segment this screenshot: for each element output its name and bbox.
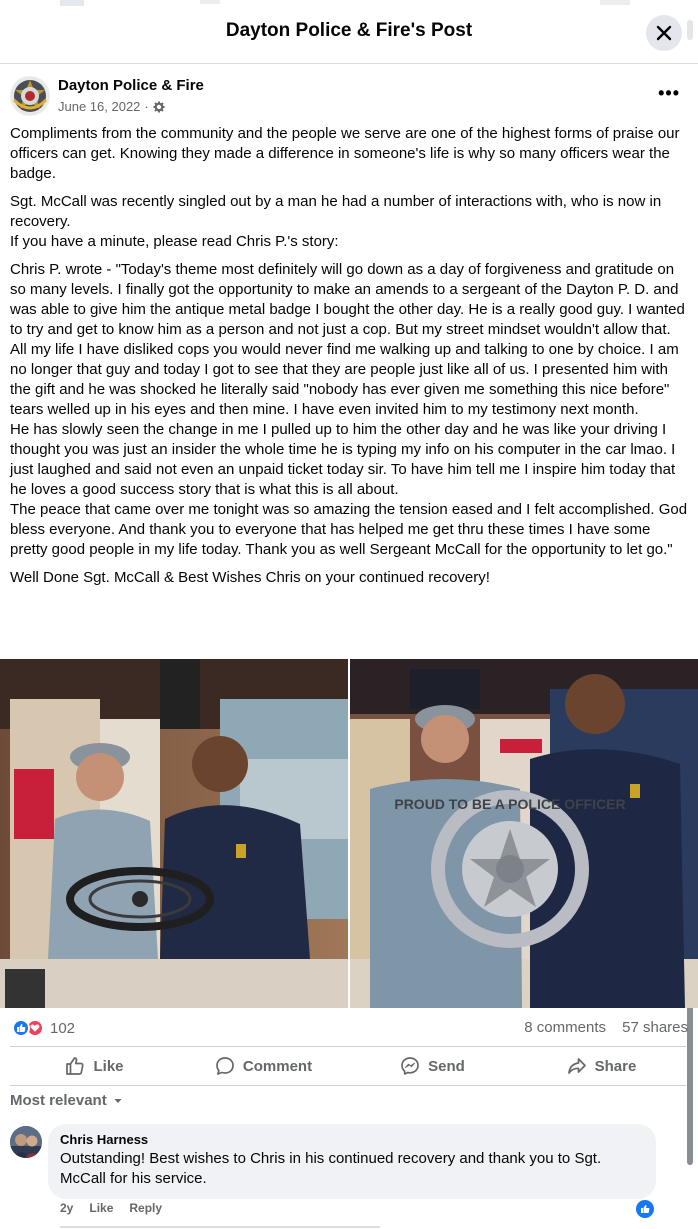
post-paragraph: Chris P. wrote - "Today's theme most definitely will go down as a day of forgiveness and gratitude on so many levels. I finally got the opportunity to make an amends to a sergeant of the Dayton P. D. and was able to give him the antique metal badge I bought the other day. He is a really good guy. I wanted to try and get to know him as a person and not just a cop. But my street mindset wouldn't allow that. All my life I have disliked cops you would never find me walking up and talking to one by choice. I am no longer that guy and today I got to see that they are people just like all of us. I presented him with the gift and he was shocked he literally said "nobody has ever given me something this nice before" tears welled up in his eyes and then mine. I have even invited him to my testimony next month. He has slowly seen the change in me I pulled up to him the other day and he was like your driving I thought you was just an insider the whole time he is typing my info on his computer in the car lmao. I just laughed and said not even an unpaid ticket today sir. To have him tell me I inspire him today that he loves a good success story that is what this is all about. The peace that came over me tonight was so amazing the tension eased and I felt accomplished. God bless everyone. And thank you to everyone that has helped me get thru these times I have some pretty good people in my life today. Thank you as well Sergeant McCall for the opportunity to let go.": [10, 261, 688, 558]
close-button[interactable]: [646, 15, 682, 51]
comment-bubble-icon: [215, 1056, 235, 1076]
divider: [60, 1226, 380, 1228]
messenger-icon: [400, 1056, 420, 1076]
post-action-bar: [10, 1046, 686, 1086]
post-meta: [58, 99, 165, 114]
post-paragraph: Compliments from the community and the people we serve are one of the highest forms of praise our officers can get. Knowing they made a difference in someone's life is why so many officers wear the badge.: [10, 125, 680, 182]
comment-author[interactable]: Chris Harness: [60, 1132, 149, 1147]
comment-like-button[interactable]: Like: [89, 1201, 114, 1215]
comment-actions: [60, 1201, 162, 1215]
photo-officer-and-man-holding-badge: [350, 659, 698, 1008]
send-label: Send: [428, 1057, 465, 1075]
like-label: Like: [93, 1057, 124, 1075]
send-button[interactable]: [348, 1056, 517, 1076]
comment-like-reaction-icon[interactable]: [636, 1200, 654, 1218]
scrollbar-top: [687, 20, 693, 40]
share-button[interactable]: [517, 1056, 686, 1076]
like-button[interactable]: [10, 1056, 179, 1076]
photo-left[interactable]: [0, 659, 348, 1008]
comment-button[interactable]: [179, 1056, 348, 1076]
page-name-link[interactable]: Dayton Police & Fire: [58, 77, 204, 94]
dialog-header: [0, 0, 698, 64]
comment-age[interactable]: 2y: [60, 1201, 74, 1215]
page-avatar[interactable]: [10, 76, 50, 116]
reactions-summary[interactable]: [12, 1019, 75, 1037]
post-paragraph: Well Done Sgt. McCall & Best Wishes Chris on your continued recovery!: [10, 569, 490, 586]
police-fire-badge-logo: [10, 76, 50, 116]
meta-separator: ·: [144, 99, 149, 114]
comments-count-link[interactable]: 8 comments: [524, 1019, 606, 1036]
post-header: [10, 75, 690, 119]
photo-officer-and-man-with-badge: [0, 659, 348, 1008]
comment-bubble: [48, 1124, 656, 1199]
commenter-photo: [10, 1126, 42, 1158]
comment-reply-button[interactable]: Reply: [129, 1201, 163, 1215]
badge-text: PROUD TO BE A POLICE OFFICER: [394, 796, 626, 812]
comment-text: Outstanding! Best wishes to Chris in his continued recovery and thank you to Sgt. McCall for his service.: [60, 1150, 602, 1187]
photo-grid: [0, 659, 698, 1008]
scrolled-content-ghost: [60, 0, 640, 6]
shares-count-link[interactable]: 57 shares: [622, 1019, 688, 1036]
gear-icon[interactable]: [153, 101, 165, 113]
more-options-button[interactable]: •••: [658, 83, 680, 103]
comment-sort-dropdown[interactable]: [10, 1092, 123, 1109]
like-reaction-icon: [12, 1019, 30, 1037]
dialog-title: Dayton Police & Fire's Post: [225, 20, 473, 41]
post-paragraph: Sgt. McCall was recently singled out by a man he had a number of interactions with, who is now in recovery. If you have a minute, please read Chris P.'s story:: [10, 193, 662, 250]
share-label: Share: [594, 1057, 637, 1075]
thumbs-up-icon: [65, 1056, 85, 1076]
post-text: [10, 124, 690, 596]
post-date[interactable]: June 16, 2022: [58, 99, 141, 114]
post-stats: [10, 1017, 688, 1039]
photo-right[interactable]: [350, 659, 698, 1008]
comment-label: Comment: [242, 1057, 313, 1075]
sort-label: Most relevant: [10, 1092, 107, 1109]
share-arrow-icon: [567, 1056, 587, 1076]
caret-down-icon: [113, 1096, 123, 1106]
commenter-avatar[interactable]: [10, 1126, 42, 1158]
reaction-count: 102: [50, 1019, 76, 1037]
close-icon: [656, 25, 672, 41]
